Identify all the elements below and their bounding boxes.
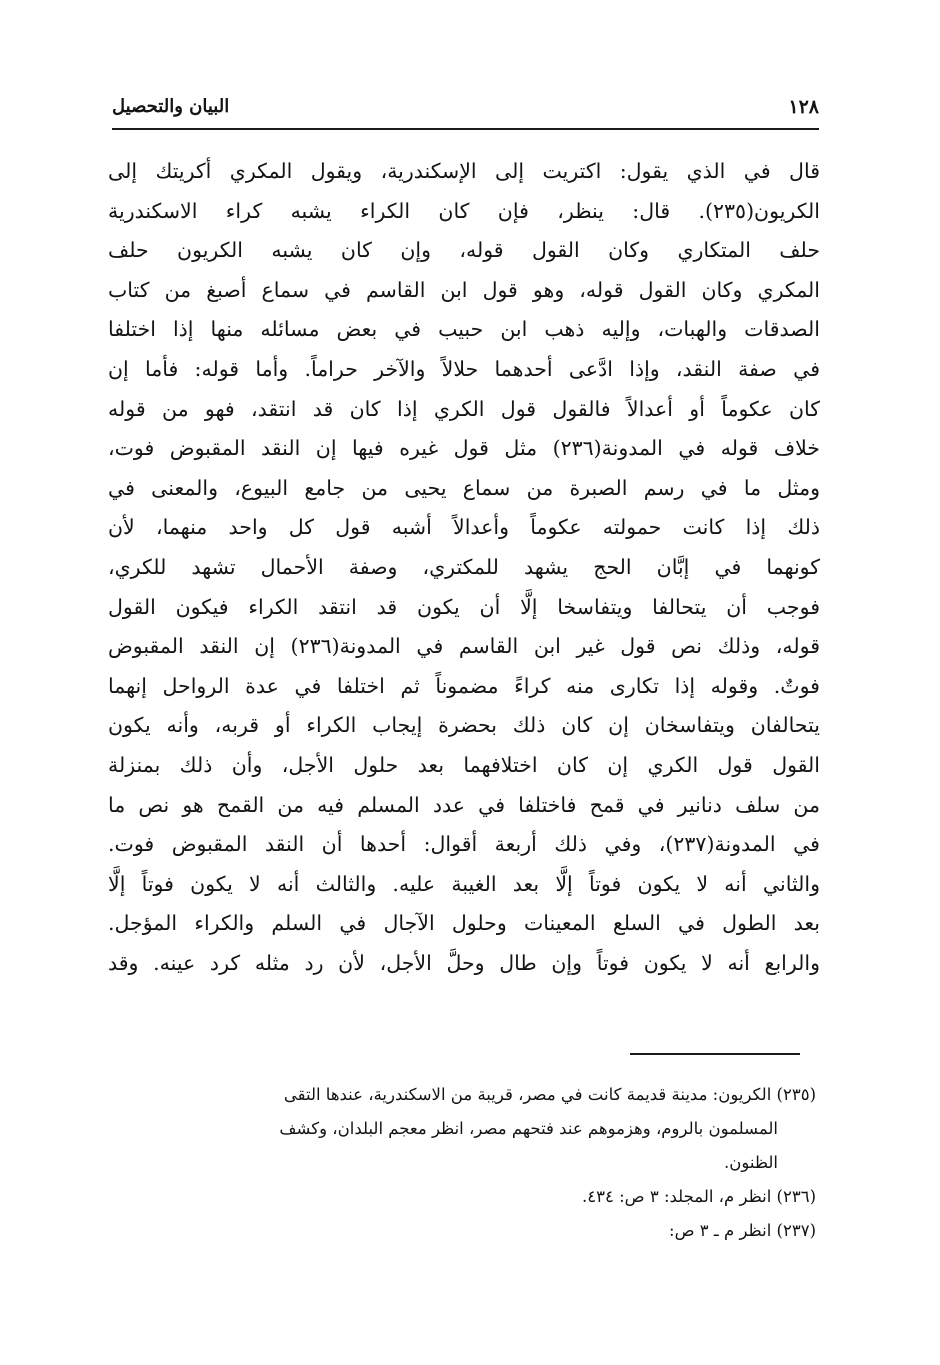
text-line: قوله، وذلك نص قول غير ابن القاسم في المدونة(٢٣٦) إن النقد المقبوض (108, 634, 820, 659)
text-line: فوتٌ. وقوله إذا تكارى منه كراءً مضموناً ثم اختلفا في عدة الرواحل إنهما (108, 673, 820, 698)
text-line: والرابع أنه لا يكون فوتاً وإن طال وحلَّ الأجل، لأن رد مثله كرد عينه. وقد (108, 950, 820, 975)
text-line: من سلف دنانير في قمح فاختلفا في عدد المسلم فيه من القمح هو نص ما (108, 792, 820, 817)
text-line: في صفة النقد، وإذا ادَّعى أحدهما حلالاً والآخر حراماً. وأما قوله: فأما إن (108, 356, 820, 381)
text-line: حلف المتكاري وكان القول قوله، وإن كان يشبه الكريون حلف (108, 238, 820, 263)
text-line: المكري وكان القول قوله، وهو قول ابن القاسم في سماع أصبغ من كتاب (108, 277, 820, 302)
text-line: القول قول الكري إن كان اختلافهما بعد حلول الأجل، وأن ذلك بمنزلة (108, 752, 820, 777)
text-line: بعد الطول في السلع المعينات وحلول الآجال في السلم والكراء المؤجل. (108, 911, 820, 936)
text-line: يتحالفان ويتفاسخان إن كان ذلك بحضرة إيجاب الكراء أو قربه، وأنه يكون (108, 713, 820, 738)
page-number: ١٢٨ (788, 96, 819, 118)
text-line: خلاف قوله في المدونة(٢٣٦) مثل قول غيره فيها إن النقد المقبوض فوت، (108, 436, 820, 461)
book-title: البيان والتحصيل (112, 96, 230, 117)
running-header (112, 92, 819, 126)
footnote-237: (٢٣٧) انظر م ـ ٣ ص: (669, 1221, 816, 1240)
text-line: الصدقات والهبات، وإليه ذهب ابن حبيب في بعض مسائله منها إذا اختلفا (108, 317, 820, 342)
text-line: والثاني أنه لا يكون فوتاً إلَّا بعد الغيبة عليه. والثالث أنه لا يكون فوتاً إلَّا (108, 871, 820, 896)
text-line: قال في الذي يقول: اكتريت إلى الإسكندرية، ويقول المكري أكريتك إلى (108, 159, 820, 183)
footnote-235-cont: المسلمون بالروم، وهزموهم عند فتحهم مصر، انظر معجم البلدان، وكشف (279, 1119, 778, 1138)
footnote-236: (٢٣٦) انظر م، المجلد: ٣ ص: ٤٣٤. (581, 1187, 816, 1206)
footnote-235: (٢٣٥) الكريون: مدينة قديمة كانت في مصر، قريبة من الاسكندرية، عندها التقى (283, 1085, 816, 1104)
footnotes (108, 1078, 816, 1248)
text-line: كونهما في إبَّان الحج يشهد للمكتري، وصفة الأحمال تشهد للكري، (108, 554, 820, 579)
text-line: ذلك إذا كانت حمولته عكوماً وأعدالاً أشبه قول كل واحد منهما، لأن (108, 515, 820, 540)
main-text (108, 152, 820, 983)
text-line: الكريون(٢٣٥). قال: ينظر، فإن كان الكراء يشبه كراء الاسكندرية (108, 198, 820, 223)
text-line: كان عكوماً أو أعدالاً فالقول قول الكري إذا كان قد انتقد، فهو من قوله (108, 396, 820, 421)
text-line: ومثل ما في رسم الصبرة من سماع يحيى من جامع البيوع، والمعنى في (108, 475, 820, 500)
footnote-separator (630, 1053, 800, 1055)
header-rule (112, 128, 819, 130)
text-line: في المدونة(٢٣٧)، وفي ذلك أربعة أقوال: أحدها أن النقد المقبوض فوت. (108, 832, 820, 857)
footnote-235-end: الظنون. (723, 1153, 778, 1172)
text-line: فوجب أن يتحالفا ويتفاسخا إلَّا أن يكون قد انتقد الكراء فيكون القول (108, 594, 820, 619)
